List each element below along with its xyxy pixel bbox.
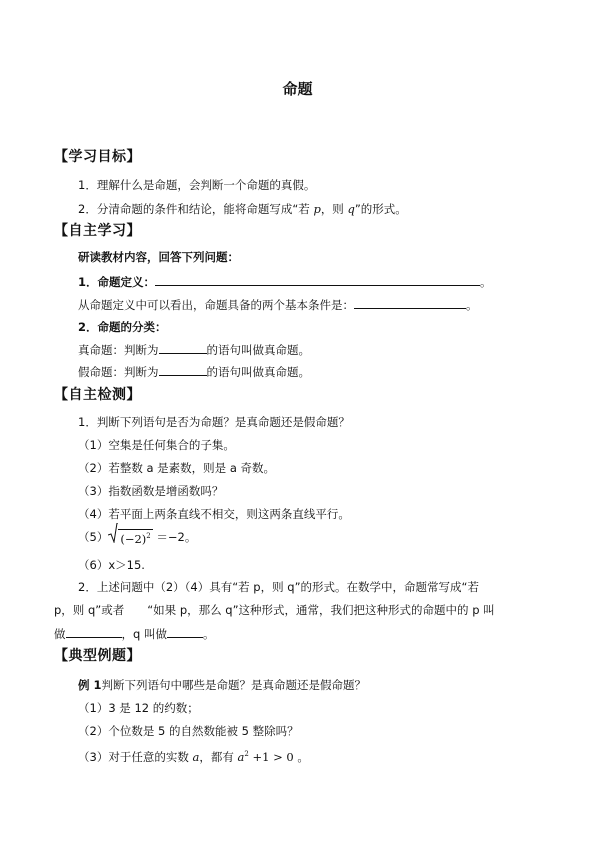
example-3-text-a: （3）对于任意的实数 [78, 749, 193, 764]
radicand-exponent: 2 [146, 532, 151, 540]
condition-blank[interactable] [66, 626, 122, 638]
check-question-1: 1．判断下列语句是否为命题？是真命题还是假命题？ [78, 415, 350, 429]
false-text-a: 假命题：判断为 [78, 365, 159, 379]
section-heading-self-check: 【自主检测】 [54, 387, 141, 403]
definition-end: 。 [480, 275, 492, 289]
check-item-4: （4）若平面上两条直线不相交，则这两条直线平行。 [78, 507, 350, 521]
goal-2-text-c: ”的形式。 [354, 202, 407, 216]
conditions-line [78, 297, 478, 312]
check-item-5-label: （5） [78, 529, 109, 544]
check-item-6: （6）x＞15. [78, 558, 145, 572]
radicand: (−2) [120, 531, 147, 546]
example-1-question [78, 678, 366, 692]
check-item-3: （3）指数函数是增函数吗？ [78, 484, 224, 498]
page-title: 命题 [282, 80, 313, 98]
check-item-1: （1）空集是任何集合的子集。 [78, 438, 235, 452]
goal-2-text-a: 2．分清命题的条件和结论，能将命题写成“若 [78, 202, 314, 216]
true-blank[interactable] [159, 342, 207, 354]
definition-label: 1．命题定义： [78, 275, 156, 289]
example-3-exponent: 2 [244, 750, 249, 758]
check-question-2-line-2: p，则 q”或者 “如果 p，那么 q”这种形式，通常，我们把这种形式的命题中的 p 叫 [54, 603, 495, 617]
section-heading-self-study: 【自主学习】 [54, 223, 141, 239]
q2-text-b: ，q 叫做 [121, 627, 167, 641]
goal-2-var-q: q [347, 202, 355, 216]
example-item-2: （2）个位数是 5 的自然数能被 5 整除吗？ [78, 724, 299, 738]
true-text-b: 的语句叫做真命题。 [206, 343, 310, 357]
study-intro: 研读教材内容，回答下列问题： [78, 250, 239, 264]
goal-2-var-p: p [313, 202, 321, 216]
section-heading-examples: 【典型例题】 [54, 648, 141, 664]
goal-2 [78, 202, 407, 216]
conclusion-blank[interactable] [167, 626, 203, 638]
conditions-end: 。 [466, 298, 478, 312]
false-proposition-line [78, 364, 310, 379]
q2-text-a: 做 [54, 627, 66, 641]
example-item-1: （1）3 是 12 的约数； [78, 701, 199, 715]
check-item-5-rest: ＝−2。 [152, 529, 197, 544]
definition-line [78, 274, 492, 289]
example-3-math-var: a [237, 749, 245, 764]
conditions-text: 从命题定义中可以看出，命题具备的两个基本条件是： [78, 298, 354, 312]
goal-2-text-b: ，则 [320, 202, 348, 216]
check-item-5 [78, 529, 196, 546]
false-text-b: 的语句叫做真命题。 [206, 365, 310, 379]
example-3-inequality: +1 > 0 [248, 749, 294, 764]
conditions-blank[interactable] [354, 297, 466, 309]
goal-1: 1．理解什么是命题，会判断一个命题的真假。 [78, 178, 316, 192]
false-blank[interactable] [159, 364, 207, 376]
square-root-expression [108, 529, 152, 546]
example-3-var: a [192, 749, 200, 764]
true-text-a: 真命题：判断为 [78, 343, 159, 357]
example-item-3 [78, 747, 309, 764]
example-3-text-b: ，都有 [199, 749, 238, 764]
q2-text-c: 。 [202, 627, 215, 641]
example-question-text: 判断下列语句中哪些是命题？是真命题还是假命题？ [101, 678, 367, 692]
true-proposition-line [78, 342, 310, 357]
check-question-2-line-1: 2．上述问题中（2）（4）具有“若 p，则 q”的形式。在数学中，命题常写成“若 [78, 580, 479, 594]
check-item-2: （2）若整数 a 是素数，则是 a 奇数。 [78, 461, 276, 475]
radical-sign-icon [108, 523, 118, 543]
example-label: 例 1 [78, 678, 102, 692]
definition-blank[interactable] [155, 274, 480, 286]
example-3-end: 。 [293, 749, 309, 764]
classification-label: 2．命题的分类： [78, 320, 167, 334]
section-heading-goals: 【学习目标】 [54, 149, 141, 165]
check-question-2-line-3 [54, 626, 214, 641]
